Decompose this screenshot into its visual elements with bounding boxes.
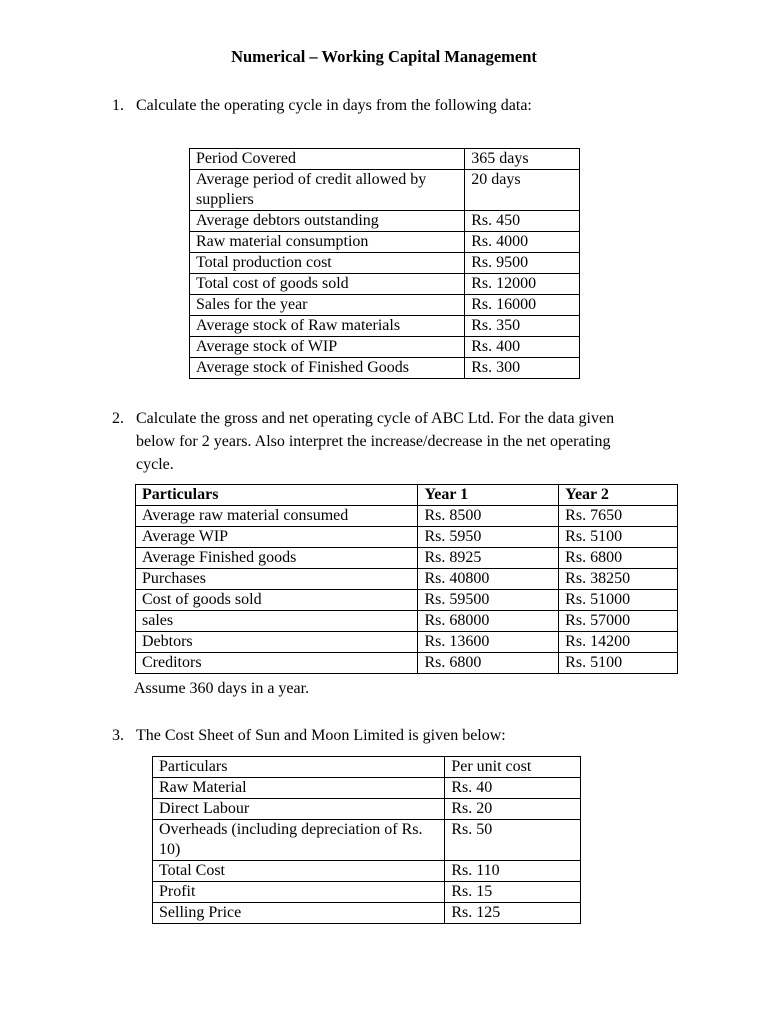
abc-ltd-table (135, 484, 678, 674)
column-header: Per unit cost (445, 757, 581, 778)
row-value: Rs. 110 (445, 861, 581, 882)
table-row (136, 569, 678, 590)
row-label: Overheads (including depreciation of Rs. 10) (153, 820, 445, 861)
row-label: Period Covered (190, 149, 465, 170)
row-label: Total production cost (190, 253, 465, 274)
row-label: Cost of goods sold (136, 590, 418, 611)
row-value: Rs. 59500 (418, 590, 559, 611)
row-value: Rs. 5100 (559, 653, 678, 674)
row-label: Purchases (136, 569, 418, 590)
row-value: Rs. 8500 (418, 506, 559, 527)
column-header: Particulars (136, 485, 418, 506)
table-row (190, 358, 580, 379)
table-row (190, 253, 580, 274)
row-label: Direct Labour (153, 799, 445, 820)
column-header: Particulars (153, 757, 445, 778)
table-row (190, 274, 580, 295)
table-row (136, 632, 678, 653)
row-label: Average stock of WIP (190, 337, 465, 358)
page-title: Numerical – Working Capital Management (231, 47, 537, 66)
row-value: Rs. 12000 (465, 274, 580, 295)
table-header-row (136, 485, 678, 506)
row-value: Rs. 57000 (559, 611, 678, 632)
row-label: Average Finished goods (136, 548, 418, 569)
row-label: Total cost of goods sold (190, 274, 465, 295)
row-label: Average WIP (136, 527, 418, 548)
table-row (136, 506, 678, 527)
row-value: 365 days (465, 149, 580, 170)
column-header: Year 1 (418, 485, 559, 506)
row-value: Rs. 16000 (465, 295, 580, 316)
table-row (153, 820, 581, 861)
table-row (136, 611, 678, 632)
question-2-text-line-2: below for 2 years. Also interpret the increase/decrease in the net operating (136, 433, 611, 450)
table-row (153, 778, 581, 799)
row-value: Rs. 38250 (559, 569, 678, 590)
question-3-number: 3. (112, 727, 124, 744)
question-2-number: 2. (112, 410, 124, 427)
row-value: Rs. 125 (445, 903, 581, 924)
row-label: sales (136, 611, 418, 632)
row-label: Raw material consumption (190, 232, 465, 253)
cost-sheet-table (152, 756, 581, 924)
question-2-text-line-1: Calculate the gross and net operating cycle of ABC Ltd. For the data given (136, 410, 615, 427)
row-label: Average debtors outstanding (190, 211, 465, 232)
row-label: Average period of credit allowed by suppliers (190, 170, 465, 211)
row-value: Rs. 15 (445, 882, 581, 903)
table-row (153, 903, 581, 924)
row-value: Rs. 8925 (418, 548, 559, 569)
row-value: Rs. 13600 (418, 632, 559, 653)
row-label: Average stock of Raw materials (190, 316, 465, 337)
row-value: Rs. 6800 (559, 548, 678, 569)
table-row (153, 882, 581, 903)
row-label: Debtors (136, 632, 418, 653)
row-label: Profit (153, 882, 445, 903)
row-value: Rs. 40800 (418, 569, 559, 590)
row-value: Rs. 450 (465, 211, 580, 232)
table-row (136, 590, 678, 611)
row-value: Rs. 50 (445, 820, 581, 861)
table-row (190, 232, 580, 253)
row-label: Total Cost (153, 861, 445, 882)
row-value: Rs. 6800 (418, 653, 559, 674)
table-row (190, 316, 580, 337)
table-row (190, 337, 580, 358)
row-value: Rs. 7650 (559, 506, 678, 527)
question-1-number: 1. (112, 97, 124, 114)
table-row (136, 548, 678, 569)
row-label: Raw Material (153, 778, 445, 799)
table-row (136, 653, 678, 674)
operating-cycle-table (189, 148, 580, 379)
question-3-text: The Cost Sheet of Sun and Moon Limited is given below: (136, 727, 506, 744)
row-label: Creditors (136, 653, 418, 674)
row-value: Rs. 400 (465, 337, 580, 358)
row-value: Rs. 5100 (559, 527, 678, 548)
table-row (153, 861, 581, 882)
assumption-note: Assume 360 days in a year. (134, 680, 310, 697)
table-row (190, 295, 580, 316)
row-label: Average raw material consumed (136, 506, 418, 527)
row-value: Rs. 300 (465, 358, 580, 379)
row-label: Sales for the year (190, 295, 465, 316)
row-value: Rs. 14200 (559, 632, 678, 653)
row-value: Rs. 68000 (418, 611, 559, 632)
row-value: Rs. 9500 (465, 253, 580, 274)
row-value: Rs. 51000 (559, 590, 678, 611)
question-2-text-line-3: cycle. (136, 456, 174, 473)
row-value: Rs. 40 (445, 778, 581, 799)
row-value: 20 days (465, 170, 580, 211)
row-label: Selling Price (153, 903, 445, 924)
table-row (190, 211, 580, 232)
table-row (190, 149, 580, 170)
question-1-text: Calculate the operating cycle in days from the following data: (136, 97, 532, 114)
row-value: Rs. 5950 (418, 527, 559, 548)
table-row (153, 799, 581, 820)
column-header: Year 2 (559, 485, 678, 506)
row-value: Rs. 350 (465, 316, 580, 337)
row-value: Rs. 20 (445, 799, 581, 820)
row-label: Average stock of Finished Goods (190, 358, 465, 379)
row-value: Rs. 4000 (465, 232, 580, 253)
table-row (190, 170, 580, 211)
table-header-row (153, 757, 581, 778)
table-row (136, 527, 678, 548)
